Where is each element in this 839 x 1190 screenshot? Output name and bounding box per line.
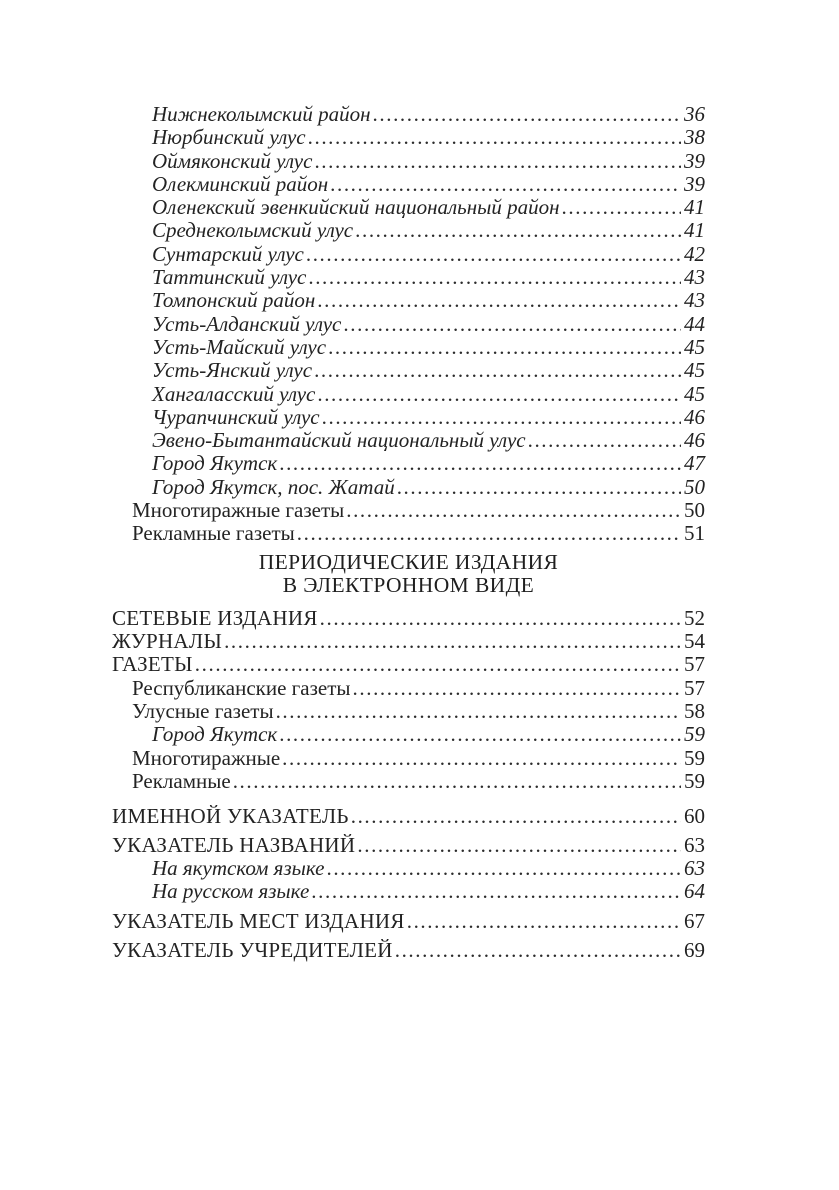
toc-entry-page: 57 — [684, 652, 705, 677]
toc-entry — [152, 857, 705, 880]
toc-entry — [112, 910, 705, 933]
toc-entry — [112, 630, 705, 653]
toc-entry-label: На якутском языке — [152, 855, 325, 880]
toc-entry — [152, 429, 705, 452]
toc-entry — [152, 103, 705, 126]
dot-leader — [231, 770, 681, 793]
toc-entry-page: 51 — [684, 521, 705, 546]
toc-entry-label: УКАЗАТЕЛЬ МЕСТ ИЗДАНИЯ — [112, 909, 405, 934]
toc-entry — [132, 770, 705, 793]
toc-entry-page: 38 — [684, 125, 705, 150]
toc-entry-label: Таттинский улус — [152, 265, 307, 290]
toc-entry-page: 46 — [684, 428, 705, 453]
toc-entry-label: ИМЕННОЙ УКАЗАТЕЛЬ — [112, 804, 349, 829]
toc-entry-page: 59 — [684, 768, 705, 793]
dot-leader — [274, 700, 681, 723]
toc-entry-page: 43 — [684, 265, 705, 290]
toc-entry — [152, 723, 705, 746]
toc-entry-label: Эвено-Бытантайский национальный улус — [152, 428, 526, 453]
toc-entry-label: Город Якутск — [152, 451, 278, 476]
dot-leader — [395, 476, 681, 499]
toc-entry-label: Сунтарский улус — [152, 241, 304, 266]
dot-leader — [222, 630, 681, 653]
dot-leader — [349, 805, 681, 828]
dot-leader — [371, 103, 681, 126]
dot-leader — [309, 880, 681, 903]
toc-entry-label: Оленекский эвенкийский национальный район — [152, 195, 560, 220]
toc-entry-page: 60 — [684, 804, 705, 829]
dot-leader — [318, 607, 681, 630]
toc-entry-page: 64 — [684, 879, 705, 904]
toc-entry-page: 39 — [684, 171, 705, 196]
toc-entry — [152, 173, 705, 196]
toc-entry — [152, 150, 705, 173]
toc-entry — [152, 243, 705, 266]
dot-leader — [560, 196, 681, 219]
toc-entry-label: Томпонский район — [152, 288, 316, 313]
dot-leader — [320, 406, 681, 429]
toc-entry-label: УКАЗАТЕЛЬ УЧРЕДИТЕЛЕЙ — [112, 937, 393, 962]
toc-entry — [132, 677, 705, 700]
toc-entry — [132, 499, 705, 522]
toc-entry — [152, 196, 705, 219]
toc-entry-label: Многотиражные газеты — [132, 498, 345, 523]
dot-leader — [326, 336, 681, 359]
dot-leader — [306, 266, 681, 289]
section-heading-line: В ЭЛЕКТРОННОМ ВИДЕ — [282, 573, 535, 598]
dot-leader — [405, 910, 681, 933]
toc-entry-label: Республиканские газеты — [132, 675, 351, 700]
toc-entry-page: 52 — [684, 605, 705, 630]
section-heading-line: ПЕРИОДИЧЕСКИЕ ИЗДАНИЯ — [258, 549, 559, 574]
toc-entry-label: Усть-Майский улус — [152, 334, 327, 359]
toc-entry-label: Рекламные газеты — [132, 521, 295, 546]
toc-entry-page: 45 — [684, 334, 705, 359]
toc-entry-page: 36 — [684, 102, 705, 126]
toc-entry — [152, 126, 705, 149]
dot-leader — [277, 723, 681, 746]
toc-entry-label: СЕТЕВЫЕ ИЗДАНИЯ — [112, 605, 318, 630]
toc-entry-page: 43 — [684, 288, 705, 313]
toc-entry-page: 42 — [684, 241, 705, 266]
toc-entry-page: 59 — [684, 722, 705, 747]
toc-entry-label: Хангаласский улус — [152, 381, 316, 406]
toc-entry-page: 69 — [684, 937, 705, 962]
toc-entry — [152, 313, 705, 336]
toc-entry — [132, 522, 705, 545]
toc-entry-page: 50 — [684, 498, 705, 523]
toc-entry-label: Улусные газеты — [132, 699, 274, 724]
dot-leader — [526, 429, 681, 452]
toc-entry-page: 63 — [684, 832, 705, 857]
toc-entry-page: 46 — [684, 404, 705, 429]
toc-entry — [152, 219, 705, 242]
toc-entry-label: ГАЗЕТЫ — [112, 652, 193, 677]
dot-leader — [355, 834, 681, 857]
toc-entry-page: 57 — [684, 675, 705, 700]
toc-entry-label: Усть-Алданский улус — [152, 311, 342, 336]
toc-entry-page: 59 — [684, 745, 705, 770]
toc-entry-page: 58 — [684, 699, 705, 724]
toc-entry-label: УКАЗАТЕЛЬ НАЗВАНИЙ — [112, 832, 356, 857]
toc-entry-label: Олекминский район — [152, 171, 329, 196]
section-heading — [112, 551, 705, 598]
toc-entry-page: 41 — [684, 218, 705, 243]
toc-entry-label: Чурапчинский улус — [152, 404, 320, 429]
toc-entry — [152, 406, 705, 429]
toc-entry-label: Усть-Янский улус — [152, 358, 313, 383]
toc-entry — [152, 289, 705, 312]
toc-entry-page: 67 — [684, 909, 705, 934]
toc-entry — [152, 383, 705, 406]
toc-entry — [152, 336, 705, 359]
toc-entry — [112, 607, 705, 630]
toc-entry-page: 45 — [684, 358, 705, 383]
toc-entry-page: 45 — [684, 381, 705, 406]
dot-leader — [341, 313, 681, 336]
toc-entry — [152, 476, 705, 499]
dot-leader — [280, 747, 681, 770]
toc-entry — [112, 805, 705, 828]
dot-leader — [315, 289, 681, 312]
dot-leader — [312, 359, 681, 382]
dot-leader — [315, 383, 681, 406]
toc-list — [112, 103, 705, 962]
dot-leader — [324, 857, 681, 880]
toc-entry-page: 44 — [684, 311, 705, 336]
toc-entry — [112, 834, 705, 857]
toc-entry-label: Город Якутск, пос. Жатай — [152, 474, 395, 499]
toc-entry-label: Нюрбинский улус — [152, 125, 306, 150]
dot-leader — [304, 243, 681, 266]
toc-entry — [152, 880, 705, 903]
toc-entry-label: Рекламные — [132, 768, 231, 793]
toc-entry-page: 50 — [684, 474, 705, 499]
toc-entry-label: Город Якутск — [152, 722, 278, 747]
dot-leader — [328, 173, 681, 196]
toc-entry-page: 41 — [684, 195, 705, 220]
toc-entry — [132, 700, 705, 723]
toc-entry-label: Среднеколымский улус — [152, 218, 354, 243]
toc-entry-label: Многотиражные — [132, 745, 281, 770]
toc-entry-page: 47 — [684, 451, 705, 476]
dot-leader — [312, 150, 681, 173]
toc-entry-label: ЖУРНАЛЫ — [112, 629, 223, 654]
toc-entry — [152, 452, 705, 475]
toc-entry-label: Нижнеколымский район — [152, 102, 371, 126]
dot-leader — [193, 653, 681, 676]
toc-entry — [152, 359, 705, 382]
toc-entry — [132, 747, 705, 770]
toc-entry — [112, 653, 705, 676]
dot-leader — [295, 522, 681, 545]
dot-leader — [393, 939, 681, 962]
toc-entry — [152, 266, 705, 289]
toc-entry-page: 63 — [684, 855, 705, 880]
toc-entry-label: На русском языке — [152, 879, 310, 904]
dot-leader — [306, 126, 681, 149]
dot-leader — [344, 499, 681, 522]
toc-entry-page: 39 — [684, 148, 705, 173]
toc-entry-label: Оймяконский улус — [152, 148, 313, 173]
toc-entry-page: 54 — [684, 629, 705, 654]
dot-leader — [353, 219, 681, 242]
dot-leader — [351, 677, 681, 700]
toc-entry — [112, 939, 705, 962]
dot-leader — [277, 452, 681, 475]
